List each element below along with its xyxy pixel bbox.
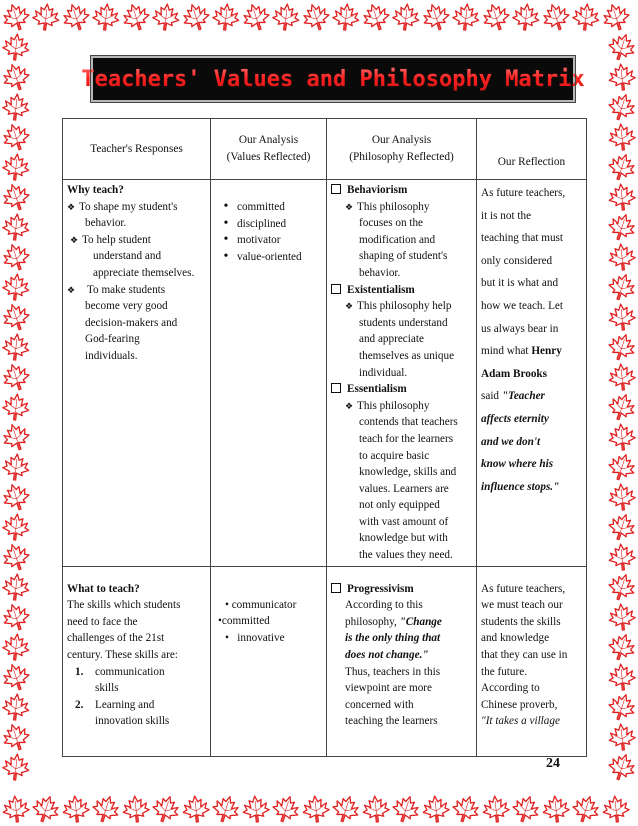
maple-leaf-icon [570, 793, 603, 826]
values-philosophy-matrix [62, 118, 587, 757]
maple-leaf-icon [270, 793, 303, 826]
maple-leaf-icon [0, 241, 32, 274]
maple-leaf-icon [2, 213, 31, 242]
maple-leaf-icon [272, 3, 301, 32]
maple-leaf-icon [608, 63, 637, 92]
maple-leaf-icon [2, 333, 31, 362]
maple-leaf-icon [606, 751, 638, 784]
maple-leaf-icon [480, 1, 513, 34]
maple-leaf-icon [606, 31, 638, 64]
maple-leaf-icon [0, 61, 32, 94]
maple-leaf-icon [542, 795, 571, 824]
maple-leaf-icon [608, 483, 637, 512]
maple-leaf-icon [606, 571, 638, 604]
maple-leaf-icon [606, 271, 638, 304]
maple-leaf-icon [510, 793, 543, 826]
header-values-reflected: Our Analysis (Values Reflected) [211, 119, 327, 180]
maple-leaf-icon [2, 153, 31, 182]
maple-leaf-icon [608, 363, 637, 392]
maple-leaf-icon [32, 3, 61, 32]
maple-leaf-icon [2, 633, 31, 662]
maple-leaf-icon [606, 691, 638, 724]
maple-leaf-icon [150, 793, 183, 826]
maple-leaf-icon [608, 723, 637, 752]
maple-leaf-icon [606, 211, 638, 244]
row2-values-cell: • communicator •committed • innovative [211, 566, 327, 756]
title-banner [81, 56, 585, 102]
page-title: Teachers' Values and Philosophy Matrix [81, 66, 585, 92]
row2-philosophy-cell: Progressivism According to this philosophy, "Change is the only thing that does not change." Thus, teachers in this viewpoint are more concerned with teaching the learners [327, 566, 477, 756]
maple-leaf-icon [0, 421, 32, 454]
maple-leaf-icon [452, 3, 481, 32]
maple-leaf-icon [606, 631, 638, 664]
row1-philosophy-cell: Behaviorism ❖ This philosophy focuses on the modification and shaping of student's behavior. Existentialism ❖ This philosophy help students understand and appreciate themselves as unique individual. Essentialism ❖ This philosophy contends that teachers teach for the learners to acquire basic knowledge, skills and values. Learners are not only equipped with vast amount of knowledge but with the values they need. [327, 180, 477, 567]
checkbox-square-icon [331, 184, 341, 194]
maple-leaf-icon [422, 795, 451, 824]
maple-leaf-icon [0, 361, 32, 394]
maple-leaf-icon [606, 451, 638, 484]
list-item: 1. communication skills [75, 665, 165, 695]
maple-leaf-icon [60, 1, 93, 34]
maple-leaf-icon [300, 1, 333, 34]
maple-leaf-icon [606, 151, 638, 184]
row1-question: Why teach? [67, 184, 124, 196]
maple-leaf-icon [122, 795, 151, 824]
maple-leaf-icon [120, 1, 153, 34]
maple-leaf-icon [2, 93, 31, 122]
list-item: • motivator [223, 232, 281, 248]
maple-leaf-icon [572, 3, 601, 32]
list-item: • committed [223, 199, 285, 214]
maple-leaf-icon [242, 795, 271, 824]
maple-leaf-icon [2, 393, 31, 422]
page-number: 24 [546, 756, 560, 771]
maple-leaf-icon [606, 391, 638, 424]
diamond-bullet-icon: ❖ [345, 400, 354, 411]
maple-leaf-icon [362, 795, 391, 824]
maple-leaf-icon [92, 3, 121, 32]
maple-leaf-icon [390, 793, 423, 826]
maple-leaf-icon [0, 301, 32, 334]
maple-leaf-icon [30, 793, 63, 826]
maple-leaf-icon [608, 663, 637, 692]
header-row [63, 119, 587, 180]
maple-leaf-icon [2, 795, 31, 824]
maple-leaf-icon [212, 3, 241, 32]
row2-reflection-cell: As future teachers, we must teach our students the skills and knowledge that they can use in the future. According to Chinese proverb, "It takes a village [477, 566, 587, 756]
maple-leaf-icon [392, 3, 421, 32]
list-item: ❖ To shape my student's [67, 199, 206, 216]
maple-leaf-icon [0, 601, 32, 634]
maple-leaf-icon [606, 91, 638, 124]
diamond-bullet-icon: ❖ [345, 301, 354, 312]
maple-leaf-icon [62, 795, 91, 824]
maple-leaf-icon [482, 795, 511, 824]
maple-leaf-icon [608, 243, 637, 272]
diamond-bullet-icon: ❖ [67, 201, 76, 212]
maple-leaf-icon [2, 753, 31, 782]
list-item: ❖ To make students [67, 282, 206, 299]
diamond-bullet-icon: ❖ [70, 234, 79, 245]
row1-responses-cell: Why teach? ❖ To shape my student's behavior. ❖ To help student understand and appreciate themselves. ❖ To make students become very good decision-makers and God-fearing individuals. [63, 180, 211, 567]
maple-leaf-icon [0, 1, 32, 34]
header-our-reflection: Our Reflection [477, 119, 587, 180]
maple-leaf-icon [608, 123, 637, 152]
list-item: • value-oriented [223, 248, 302, 264]
maple-leaf-icon [608, 423, 637, 452]
table-row [63, 566, 587, 756]
maple-leaf-icon [182, 795, 211, 824]
maple-leaf-icon [210, 793, 243, 826]
maple-leaf-icon [240, 1, 273, 34]
diamond-bullet-icon: ❖ [345, 201, 354, 212]
maple-leaf-icon [608, 543, 637, 572]
maple-leaf-icon [600, 1, 633, 34]
maple-leaf-icon [2, 273, 31, 302]
maple-leaf-icon [512, 3, 541, 32]
maple-leaf-icon [0, 721, 32, 754]
checkbox-square-icon [331, 284, 341, 294]
maple-leaf-icon [2, 33, 31, 62]
list-item: • disciplined [223, 215, 287, 231]
maple-leaf-icon [608, 183, 637, 212]
diamond-bullet-icon: ❖ [67, 284, 76, 295]
maple-leaf-icon [180, 1, 213, 34]
maple-leaf-icon [2, 693, 31, 722]
row1-values-cell [211, 180, 327, 567]
maple-leaf-icon [450, 793, 483, 826]
maple-leaf-icon [606, 511, 638, 544]
maple-leaf-icon [0, 661, 32, 694]
checkbox-square-icon [331, 383, 341, 393]
maple-leaf-icon [540, 1, 573, 34]
maple-leaf-icon [0, 181, 32, 214]
header-philosophy-reflected: Our Analysis (Philosophy Reflected) [327, 119, 477, 180]
maple-leaf-icon [0, 121, 32, 154]
maple-leaf-icon [2, 513, 31, 542]
maple-leaf-icon [606, 331, 638, 364]
table-row [63, 180, 587, 567]
checkbox-square-icon [331, 583, 341, 593]
maple-leaf-icon [0, 481, 32, 514]
maple-leaf-icon [0, 541, 32, 574]
maple-leaf-icon [420, 1, 453, 34]
maple-leaf-icon [2, 453, 31, 482]
maple-leaf-icon [360, 1, 393, 34]
maple-leaf-icon [602, 795, 631, 824]
maple-leaf-icon [608, 603, 637, 632]
list-item: 2. Learning and innovation skills [75, 698, 170, 728]
maple-leaf-icon [302, 795, 331, 824]
maple-leaf-icon [152, 3, 181, 32]
row1-reflection-cell: As future teachers, it is not the teaching that must only considered but it is what and how we teach. Let us always bear in mind what Henry Adam Brooks said "Teacher affects eternity and we don't know where his influence stops." [477, 180, 587, 567]
maple-leaf-icon [330, 793, 363, 826]
row2-responses-cell: What to teach? The skills which students need to face the challenges of the 21st century. These skills are: 1. communication skills 2. Learning and innovation skills [63, 566, 211, 756]
maple-leaf-icon [90, 793, 123, 826]
header-teachers-responses: Teacher's Responses [63, 119, 211, 180]
maple-leaf-icon [608, 303, 637, 332]
maple-leaf-icon [2, 573, 31, 602]
maple-leaf-icon [332, 3, 361, 32]
list-item: ❖ To help student [67, 232, 206, 249]
